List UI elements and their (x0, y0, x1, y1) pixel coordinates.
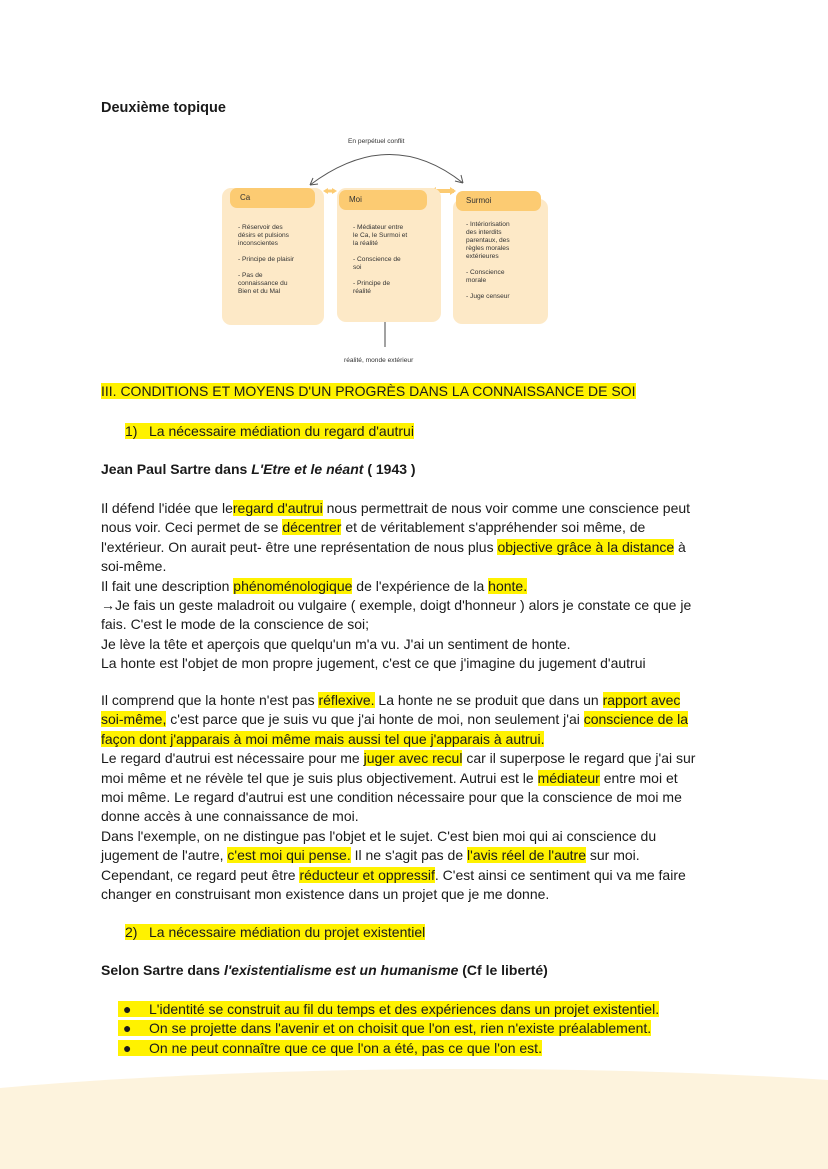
text-line: nous voir. Ceci permet de se décentrer et de véritablement s'appréhender soi même, de (101, 519, 646, 536)
highlighted-text: phénoménologique (233, 577, 353, 594)
diagram-text-line: réalité (353, 288, 371, 295)
diagram-text-line (466, 261, 510, 269)
text-line: →Je fais un geste maladroit ou vulgaire ( exemple, doigt d'honneur ) alors je constate ce que je (101, 597, 692, 614)
sartre-reference-2: Selon Sartre dans l'existentialisme est un humanisme (Cf le liberté) (101, 962, 548, 978)
diagram-text-line: Bien et du Mal (238, 288, 281, 295)
conflict-label: En perpétuel conflit (348, 138, 405, 145)
subsection-2-heading: 2) La nécessaire médiation du projet existentiel (125, 924, 426, 940)
text-line: Le regard d'autrui est nécessaire pour me juger avec recul car il superpose le regard que j'ai sur (101, 750, 696, 767)
diagram-text-line: règles morales (466, 245, 510, 252)
text-line: moi même et ne révèle tel que je suis plus objectivement. Autrui est le médiateur entre moi et (101, 769, 678, 786)
text-line: Cependant, ce regard peut être réducteur et oppressif. C'est ainsi ce sentiment qui va me faire (101, 866, 686, 883)
list-item: ● On ne peut connaître que ce que l'on a été, pas ce que l'on est. (118, 1039, 659, 1058)
diagram-text-line: le Ca, le Surmoi et (353, 232, 408, 239)
text-line: l'extérieur. On aurait peut- être une représentation de nous plus objective grâce à la distance à (101, 538, 686, 555)
diagram-text-line: inconscientes (238, 240, 278, 247)
highlighted-text: façon dont j'apparais à moi même mais aussi tel que j'apparais à autrui. (101, 730, 545, 747)
text-line: changer en construisant mon existence dans un projet que je me donne. (101, 886, 550, 903)
box-surmoi-text (466, 221, 510, 301)
highlighted-text: réducteur et oppressif (299, 866, 435, 883)
diagram-text-line: - Conscience (466, 269, 505, 276)
box-ca-title: Ca (230, 188, 315, 208)
box-surmoi-title: Surmoi (456, 191, 541, 211)
diagram-text-line (466, 285, 510, 293)
highlighted-text: l'avis réel de l'autre (467, 847, 586, 864)
section-heading: III. CONDITIONS ET MOYENS D'UN PROGRÈS DANS LA CONNAISSANCE DE SOI (101, 383, 636, 399)
text-line: Il défend l'idée que leregard d'autrui nous permettrait de nous voir comme une conscience peut (101, 500, 691, 516)
text-line: donne accès à une connaissance de moi. (101, 808, 359, 825)
diagram-text-line: - Conscience de (353, 256, 401, 263)
diagram-text-line: morale (466, 277, 487, 284)
diagram-text-line (238, 248, 294, 256)
list-item: ● L'identité se construit au fil du temps et des expériences dans un projet existentiel. (118, 1000, 659, 1019)
list-item: ● On se projette dans l'avenir et on choisit que l'on est, rien n'existe préalablement. (118, 1019, 659, 1038)
highlighted-text: juger avec recul (363, 750, 463, 767)
box-ca-text (238, 224, 294, 296)
text-line: fais. C'est le mode de la conscience de soi; (101, 616, 370, 633)
box-moi-title: Moi (339, 190, 427, 210)
text-line: La honte est l'objet de mon propre jugement, c'est ce que j'imagine du jugement d'autrui (101, 655, 646, 672)
highlighted-text: c'est moi qui pense. (227, 847, 351, 864)
text-line: Dans l'exemple, on ne distingue pas l'objet et le sujet. C'est bien moi qui ai conscience du (101, 827, 657, 844)
topique-diagram (220, 135, 560, 370)
diagram-text-line (353, 248, 407, 256)
subsection-1-heading: 1) La nécessaire médiation du regard d'autrui (125, 423, 414, 439)
box-moi-text (353, 224, 407, 296)
highlighted-text: rapport avec (602, 692, 681, 708)
highlighted-text: honte. (488, 577, 528, 594)
paragraph-honte (101, 691, 731, 904)
diagram-text-line: la réalité (353, 240, 378, 247)
highlighted-text: soi-même, (101, 711, 167, 728)
highlighted-text: regard d'autrui (232, 500, 323, 516)
text-line: Il comprend que la honte n'est pas réflexive. La honte ne se produit que dans un rapport avec (101, 692, 681, 708)
page-title: Deuxième topique (101, 100, 226, 116)
reality-label: réalité, monde extérieur (344, 357, 414, 364)
diagram-text-line: soi (353, 264, 362, 271)
diagram-text-line: - Médiateur entre (353, 224, 404, 231)
diagram-text-line: - Principe de (353, 280, 391, 287)
text-line: jugement de l'autre, c'est moi qui pense. Il ne s'agit pas de l'avis réel de l'autre sur moi. (101, 847, 640, 864)
highlighted-text: conscience de la (583, 711, 689, 728)
highlighted-text: décentrer (282, 519, 342, 536)
footer-wave-decoration (0, 1060, 828, 1169)
diagram-text-line: parentaux, des (466, 237, 510, 244)
diagram-text-line: extérieures (466, 253, 499, 260)
paragraph-regard-autrui (101, 499, 731, 674)
text-line: Il fait une description phénoménologique de l'expérience de la honte. (101, 577, 528, 594)
highlighted-text: objective grâce à la distance (497, 538, 675, 555)
highlighted-text: réflexive. (318, 692, 375, 708)
text-line (101, 730, 731, 749)
diagram-text-line (238, 264, 294, 272)
diagram-text-line: - Réservoir des (238, 224, 283, 231)
text-line: Je lève la tête et aperçois que quelqu'un m'a vu. J'ai un sentiment de honte. (101, 635, 571, 652)
diagram-text-line: - Intériorisation (466, 221, 510, 228)
diagram-text-line: - Juge censeur (466, 293, 510, 300)
text-line: soi-même. (101, 558, 167, 575)
text-line: soi-même, c'est parce que je suis vu que j'ai honte de moi, non seulement j'ai conscience de la (101, 711, 689, 728)
diagram-text-line: des interdits (466, 229, 502, 236)
highlighted-text: médiateur (537, 769, 600, 786)
diagram-text-line: désirs et pulsions (238, 232, 289, 239)
diagram-text-line: - Pas de (238, 272, 263, 279)
text-line: moi même. Le regard d'autrui est une condition nécessaire pour que la conscience de moi me (101, 789, 682, 806)
diagram-text-line: connaissance du (238, 280, 288, 287)
bullet-list (118, 1000, 659, 1058)
sartre-reference-1: Jean Paul Sartre dans L'Etre et le néant ( 1943 ) (101, 461, 416, 477)
diagram-text-line (353, 272, 407, 280)
diagram-text-line: - Principe de plaisir (238, 256, 295, 263)
